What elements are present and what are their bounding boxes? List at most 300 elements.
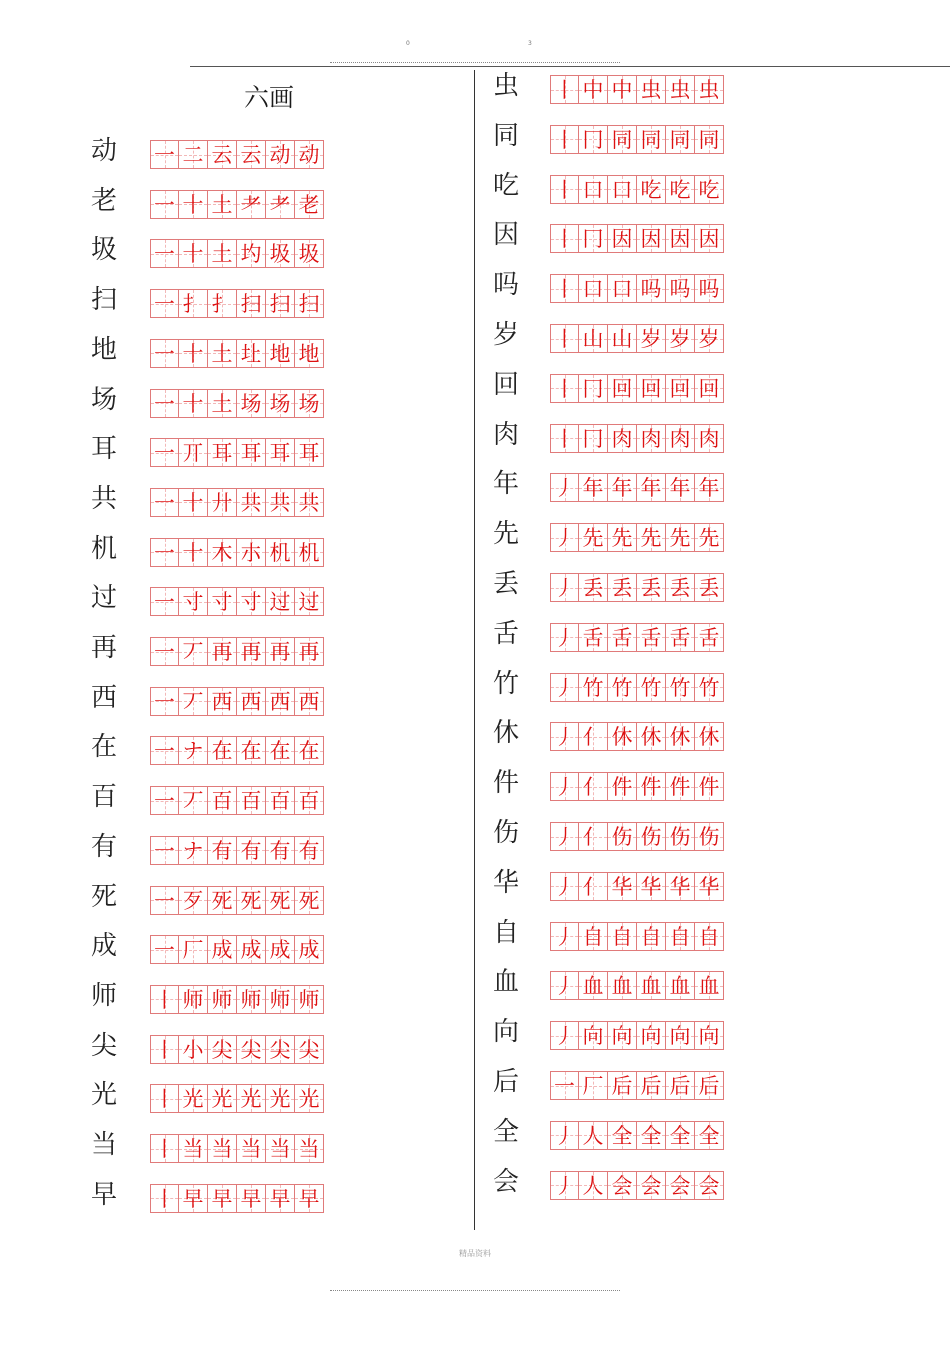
stroke-step-cell <box>637 125 666 154</box>
stroke-step-glyph: 因 <box>698 227 720 252</box>
char-label: 因 <box>492 220 519 251</box>
stroke-order-grid <box>550 872 724 901</box>
stroke-step-cell <box>179 438 208 467</box>
stroke-step-cell <box>637 722 666 751</box>
stroke-step-cell <box>237 985 266 1014</box>
stroke-step-glyph: 先 <box>698 526 720 551</box>
stroke-step-cell <box>237 935 266 964</box>
stroke-step-cell <box>208 687 237 716</box>
stroke-step-cell <box>179 339 208 368</box>
stroke-step-glyph: 光 <box>211 1087 233 1112</box>
stroke-step-glyph: 因 <box>640 227 662 252</box>
stroke-step-cell <box>208 438 237 467</box>
stroke-step-glyph: 丿 <box>554 874 575 899</box>
stroke-step-glyph: 尖 <box>269 1037 291 1062</box>
stroke-step-cell <box>266 289 295 318</box>
stroke-step-cell <box>150 637 179 666</box>
stroke-step-glyph: 一 <box>154 590 175 615</box>
stroke-step-cell <box>579 922 608 951</box>
stroke-step-cell <box>579 374 608 403</box>
stroke-step-glyph: 血 <box>582 974 604 999</box>
stroke-step-cell <box>150 587 179 616</box>
stroke-step-cell <box>695 175 724 204</box>
stroke-step-cell <box>695 673 724 702</box>
stroke-step-cell <box>637 673 666 702</box>
stroke-step-cell <box>550 573 579 602</box>
stroke-step-cell <box>208 637 237 666</box>
char-label: 老 <box>90 185 117 216</box>
stroke-step-cell <box>550 75 579 104</box>
stroke-step-cell <box>550 1121 579 1150</box>
stroke-step-cell <box>666 1121 695 1150</box>
stroke-step-cell <box>208 239 237 268</box>
stroke-order-grid <box>550 523 724 552</box>
stroke-step-cell <box>666 523 695 552</box>
stroke-step-glyph: 丿 <box>554 1173 575 1198</box>
stroke-step-glyph: 地 <box>298 341 320 366</box>
char-label: 先 <box>492 519 519 550</box>
stroke-step-glyph: 丌 <box>182 441 204 466</box>
stroke-step-glyph: 丨 <box>554 426 575 451</box>
stroke-step-cell <box>295 1134 324 1163</box>
stroke-step-cell <box>295 1184 324 1213</box>
stroke-step-glyph: 机 <box>298 540 320 565</box>
stroke-step-glyph: 口 <box>582 277 604 302</box>
stroke-step-glyph: 虫 <box>698 78 720 102</box>
stroke-order-grid <box>150 736 324 765</box>
stroke-step-cell <box>608 374 637 403</box>
stroke-step-glyph: 向 <box>669 1024 691 1049</box>
stroke-step-glyph: 同 <box>611 127 633 152</box>
char-label: 动 <box>90 136 117 166</box>
stroke-step-glyph: 丨 <box>154 1186 175 1211</box>
stroke-step-glyph: 西 <box>269 689 291 714</box>
stroke-step-cell <box>179 935 208 964</box>
stroke-order-grid <box>550 424 724 453</box>
char-label: 会 <box>492 1166 519 1197</box>
char-label: 血 <box>492 967 519 998</box>
stroke-step-cell <box>550 922 579 951</box>
stroke-step-cell <box>579 623 608 652</box>
header-mark-left: 0 <box>406 40 411 47</box>
stroke-step-cell <box>150 687 179 716</box>
stroke-step-cell <box>266 687 295 716</box>
stroke-step-glyph: 在 <box>240 739 262 764</box>
stroke-step-cell <box>179 190 208 219</box>
stroke-step-glyph: 肉 <box>611 426 633 451</box>
stroke-step-glyph: 有 <box>211 838 233 863</box>
stroke-step-glyph: 丿 <box>554 974 575 999</box>
stroke-step-glyph: 华 <box>611 874 633 899</box>
stroke-step-cell <box>295 836 324 865</box>
stroke-step-glyph: 在 <box>269 739 291 764</box>
stroke-step-cell <box>637 573 666 602</box>
stroke-step-glyph: 早 <box>240 1186 262 1211</box>
stroke-step-glyph: 早 <box>182 1186 204 1211</box>
stroke-step-cell <box>608 722 637 751</box>
stroke-order-grid <box>150 886 324 915</box>
stroke-step-glyph: 共 <box>298 490 320 515</box>
stroke-step-glyph: 机 <box>269 540 291 565</box>
stroke-step-glyph: 件 <box>698 775 720 800</box>
stroke-step-cell <box>208 339 237 368</box>
stroke-step-cell <box>550 872 579 901</box>
stroke-step-cell <box>695 374 724 403</box>
stroke-step-cell <box>666 1071 695 1100</box>
header-dotted-line <box>330 62 620 63</box>
stroke-step-glyph: 十 <box>182 242 204 267</box>
stroke-step-cell <box>266 190 295 219</box>
stroke-step-glyph: 丿 <box>554 476 575 501</box>
stroke-step-glyph: 一 <box>154 490 175 515</box>
stroke-step-cell <box>608 324 637 353</box>
stroke-step-cell <box>637 922 666 951</box>
stroke-step-cell <box>695 424 724 453</box>
stroke-step-cell <box>150 736 179 765</box>
stroke-step-glyph: 死 <box>240 888 262 913</box>
stroke-step-cell <box>550 1021 579 1050</box>
stroke-step-glyph: 动 <box>298 143 320 167</box>
stroke-step-glyph: 丨 <box>154 1037 175 1062</box>
stroke-step-cell <box>550 822 579 851</box>
stroke-step-cell <box>208 389 237 418</box>
stroke-step-glyph: 同 <box>698 127 720 152</box>
stroke-step-cell <box>150 1084 179 1113</box>
stroke-step-glyph: 成 <box>211 938 233 963</box>
stroke-step-cell <box>666 224 695 253</box>
stroke-step-cell <box>666 1171 695 1200</box>
stroke-step-cell <box>608 1121 637 1150</box>
stroke-step-glyph: 师 <box>269 987 291 1012</box>
stroke-order-grid <box>550 75 724 104</box>
stroke-order-grid <box>550 374 724 403</box>
stroke-step-cell <box>666 1021 695 1050</box>
stroke-step-glyph: 成 <box>269 938 291 963</box>
stroke-step-cell <box>208 488 237 517</box>
stroke-step-glyph: 冂 <box>582 426 604 451</box>
char-label: 丢 <box>492 569 519 599</box>
stroke-step-cell <box>237 687 266 716</box>
stroke-step-glyph: 十 <box>182 490 204 515</box>
stroke-step-cell <box>608 1171 637 1200</box>
stroke-step-glyph: 尖 <box>240 1037 262 1062</box>
stroke-step-cell <box>695 1121 724 1150</box>
stroke-step-cell <box>579 523 608 552</box>
stroke-step-cell <box>208 587 237 616</box>
stroke-step-glyph: 扌 <box>211 292 233 317</box>
stroke-step-glyph: 亻 <box>582 874 604 899</box>
stroke-order-grid <box>150 1035 324 1064</box>
stroke-step-cell <box>295 239 324 268</box>
stroke-step-cell <box>266 836 295 865</box>
stroke-step-glyph: 伤 <box>698 825 720 849</box>
stroke-step-cell <box>579 822 608 851</box>
stroke-step-cell <box>637 175 666 204</box>
stroke-step-cell <box>666 922 695 951</box>
stroke-step-cell <box>237 1035 266 1064</box>
stroke-step-cell <box>295 985 324 1014</box>
stroke-step-cell <box>666 324 695 353</box>
stroke-step-cell <box>666 274 695 303</box>
stroke-step-glyph: 中 <box>582 78 604 102</box>
stroke-step-cell <box>266 488 295 517</box>
stroke-order-grid <box>150 389 324 418</box>
stroke-step-cell <box>295 339 324 368</box>
stroke-step-glyph: 在 <box>298 739 320 764</box>
stroke-step-cell <box>237 886 266 915</box>
stroke-step-glyph: 丢 <box>582 576 604 600</box>
stroke-step-glyph: 血 <box>669 974 691 999</box>
stroke-step-cell <box>208 786 237 815</box>
stroke-step-glyph: 全 <box>669 1123 691 1148</box>
stroke-step-glyph: 山 <box>582 327 604 351</box>
stroke-step-glyph: 当 <box>182 1137 204 1161</box>
stroke-step-glyph: 口 <box>582 177 604 202</box>
stroke-step-glyph: 扫 <box>240 292 262 317</box>
stroke-step-cell <box>179 786 208 815</box>
char-label: 光 <box>90 1080 117 1111</box>
stroke-step-cell <box>208 935 237 964</box>
stroke-step-glyph: 回 <box>698 376 720 401</box>
stroke-step-glyph: 会 <box>640 1173 662 1198</box>
stroke-step-cell <box>637 623 666 652</box>
stroke-step-glyph: 一 <box>154 441 175 466</box>
stroke-step-cell <box>150 289 179 318</box>
stroke-step-cell <box>579 722 608 751</box>
stroke-step-cell <box>295 637 324 666</box>
stroke-step-cell <box>550 971 579 1000</box>
stroke-step-glyph: 一 <box>154 540 175 565</box>
stroke-step-cell <box>695 75 724 104</box>
stroke-order-grid <box>150 438 324 467</box>
stroke-step-cell <box>179 587 208 616</box>
char-label: 回 <box>492 369 519 400</box>
stroke-step-glyph: 百 <box>298 789 320 814</box>
stroke-step-cell <box>295 488 324 517</box>
stroke-step-cell <box>208 140 237 169</box>
char-label: 圾 <box>90 235 117 266</box>
stroke-step-glyph: 后 <box>640 1074 662 1098</box>
stroke-step-cell <box>266 1184 295 1213</box>
stroke-step-glyph: 丆 <box>182 689 204 714</box>
char-label: 后 <box>492 1067 519 1097</box>
stroke-step-glyph: 竹 <box>611 675 633 700</box>
stroke-step-glyph: 伤 <box>611 825 633 849</box>
stroke-step-cell <box>295 1084 324 1113</box>
stroke-order-grid <box>550 274 724 303</box>
stroke-step-glyph: 寸 <box>182 590 204 615</box>
stroke-step-glyph: 同 <box>640 127 662 152</box>
stroke-step-cell <box>579 573 608 602</box>
stroke-step-glyph: 一 <box>154 689 175 714</box>
stroke-step-glyph: 口 <box>611 277 633 302</box>
stroke-step-cell <box>295 438 324 467</box>
stroke-step-cell <box>237 587 266 616</box>
stroke-step-cell <box>237 1084 266 1113</box>
stroke-order-grid <box>550 324 724 353</box>
stroke-step-glyph: 休 <box>669 725 691 750</box>
stroke-step-cell <box>637 224 666 253</box>
stroke-step-glyph: 百 <box>211 789 233 814</box>
char-label: 吗 <box>492 270 519 301</box>
stroke-step-cell <box>295 786 324 815</box>
stroke-step-cell <box>237 1134 266 1163</box>
stroke-order-grid <box>550 1021 724 1050</box>
stroke-step-cell <box>666 125 695 154</box>
stroke-step-glyph: 当 <box>240 1137 262 1161</box>
stroke-step-glyph: 会 <box>611 1173 633 1198</box>
stroke-step-glyph: 向 <box>698 1024 720 1049</box>
stroke-step-glyph: 一 <box>154 391 175 416</box>
stroke-step-glyph: 向 <box>640 1024 662 1049</box>
stroke-step-cell <box>608 872 637 901</box>
stroke-step-glyph: 一 <box>154 341 175 366</box>
char-label: 件 <box>492 768 519 799</box>
stroke-step-cell <box>237 339 266 368</box>
stroke-step-glyph: 土 <box>211 192 233 217</box>
stroke-step-glyph: 西 <box>240 689 262 714</box>
stroke-step-glyph: 人 <box>582 1123 604 1148</box>
stroke-step-glyph: 圾 <box>298 242 320 267</box>
stroke-step-cell <box>266 1084 295 1113</box>
stroke-step-glyph: 寸 <box>240 590 262 615</box>
stroke-step-glyph: 耂 <box>240 192 262 217</box>
stroke-step-glyph: 自 <box>640 924 662 949</box>
stroke-step-cell <box>550 224 579 253</box>
char-label: 尖 <box>90 1030 117 1061</box>
stroke-step-cell <box>608 922 637 951</box>
stroke-step-glyph: 扌 <box>182 292 204 317</box>
stroke-step-glyph: 早 <box>269 1186 291 1211</box>
stroke-step-glyph: 自 <box>611 924 633 949</box>
stroke-step-glyph: 一 <box>154 739 175 764</box>
stroke-step-glyph: 冂 <box>582 127 604 152</box>
stroke-order-grid <box>550 1171 724 1200</box>
stroke-step-glyph: 丢 <box>611 576 633 600</box>
stroke-step-glyph: 丢 <box>640 576 662 600</box>
stroke-step-glyph: 全 <box>611 1123 633 1148</box>
stroke-step-glyph: 山 <box>611 327 633 351</box>
stroke-step-glyph: 吗 <box>640 277 662 302</box>
stroke-order-grid <box>150 1134 324 1163</box>
stroke-step-cell <box>579 75 608 104</box>
stroke-step-glyph: 丢 <box>698 576 720 600</box>
stroke-step-cell <box>266 935 295 964</box>
stroke-step-cell <box>695 971 724 1000</box>
stroke-step-glyph: 二 <box>182 143 204 167</box>
stroke-step-cell <box>637 424 666 453</box>
stroke-step-glyph: 回 <box>611 376 633 401</box>
stroke-step-glyph: 共 <box>240 490 262 515</box>
stroke-step-cell <box>179 687 208 716</box>
stroke-step-glyph: 件 <box>611 775 633 800</box>
stroke-step-cell <box>179 538 208 567</box>
stroke-step-cell <box>150 886 179 915</box>
stroke-order-grid <box>550 224 724 253</box>
stroke-step-glyph: 丢 <box>669 576 691 600</box>
stroke-step-glyph: 扫 <box>298 292 320 317</box>
stroke-step-glyph: 早 <box>298 1186 320 1211</box>
stroke-step-glyph: 人 <box>582 1173 604 1198</box>
header-mark-right: 3 <box>528 40 533 47</box>
stroke-step-cell <box>295 687 324 716</box>
stroke-step-cell <box>550 324 579 353</box>
stroke-step-cell <box>150 389 179 418</box>
stroke-step-glyph: 冂 <box>582 376 604 401</box>
char-label: 过 <box>90 583 117 614</box>
stroke-step-glyph: 丨 <box>554 376 575 401</box>
stroke-step-glyph: 吗 <box>698 277 720 302</box>
stroke-step-cell <box>579 274 608 303</box>
stroke-step-glyph: 一 <box>154 888 175 913</box>
stroke-step-glyph: 丨 <box>554 227 575 252</box>
stroke-step-cell <box>579 673 608 702</box>
stroke-step-cell <box>266 886 295 915</box>
char-label: 在 <box>90 732 117 763</box>
stroke-step-glyph: 死 <box>211 888 233 913</box>
stroke-step-cell <box>237 637 266 666</box>
stroke-step-glyph: 百 <box>269 789 291 814</box>
stroke-step-glyph: 先 <box>611 526 633 551</box>
stroke-step-glyph: 成 <box>298 938 320 963</box>
stroke-step-cell <box>695 324 724 353</box>
stroke-step-cell <box>550 274 579 303</box>
stroke-step-glyph: 虫 <box>640 78 662 102</box>
stroke-order-grid <box>150 1184 324 1213</box>
stroke-step-cell <box>266 538 295 567</box>
stroke-order-grid <box>550 772 724 801</box>
stroke-order-grid <box>150 339 324 368</box>
stroke-step-cell <box>266 637 295 666</box>
stroke-step-glyph: 丿 <box>554 924 575 949</box>
stroke-step-glyph: 一 <box>154 640 175 664</box>
stroke-step-glyph: 自 <box>698 924 720 949</box>
stroke-step-cell <box>237 736 266 765</box>
stroke-step-cell <box>550 673 579 702</box>
stroke-step-glyph: 亻 <box>582 825 604 849</box>
stroke-step-glyph: 肉 <box>698 426 720 451</box>
stroke-step-glyph: 血 <box>611 974 633 999</box>
stroke-step-glyph: 口 <box>611 177 633 202</box>
stroke-step-cell <box>608 673 637 702</box>
stroke-step-cell <box>150 836 179 865</box>
stroke-step-glyph: 丨 <box>554 177 575 202</box>
page-title: 六画 <box>244 83 295 112</box>
stroke-step-glyph: 土 <box>211 391 233 416</box>
stroke-step-cell <box>666 175 695 204</box>
stroke-step-glyph: ナ <box>182 739 204 764</box>
stroke-step-cell <box>608 473 637 502</box>
stroke-step-glyph: 一 <box>154 143 175 167</box>
stroke-step-cell <box>608 523 637 552</box>
stroke-step-glyph: 丆 <box>182 789 204 814</box>
stroke-step-glyph: 一 <box>154 838 175 863</box>
stroke-step-cell <box>237 836 266 865</box>
stroke-step-cell <box>266 339 295 368</box>
stroke-step-glyph: 十 <box>182 540 204 565</box>
stroke-step-glyph: 耂 <box>269 192 291 217</box>
stroke-order-grid <box>550 175 724 204</box>
stroke-step-cell <box>579 1171 608 1200</box>
stroke-step-glyph: 师 <box>240 987 262 1012</box>
stroke-step-cell <box>295 587 324 616</box>
stroke-step-cell <box>295 389 324 418</box>
stroke-step-glyph: 十 <box>182 391 204 416</box>
stroke-step-glyph: 会 <box>698 1173 720 1198</box>
footer-caption: 精品资料 <box>459 1249 491 1258</box>
stroke-order-grid <box>550 971 724 1000</box>
stroke-step-cell <box>237 538 266 567</box>
